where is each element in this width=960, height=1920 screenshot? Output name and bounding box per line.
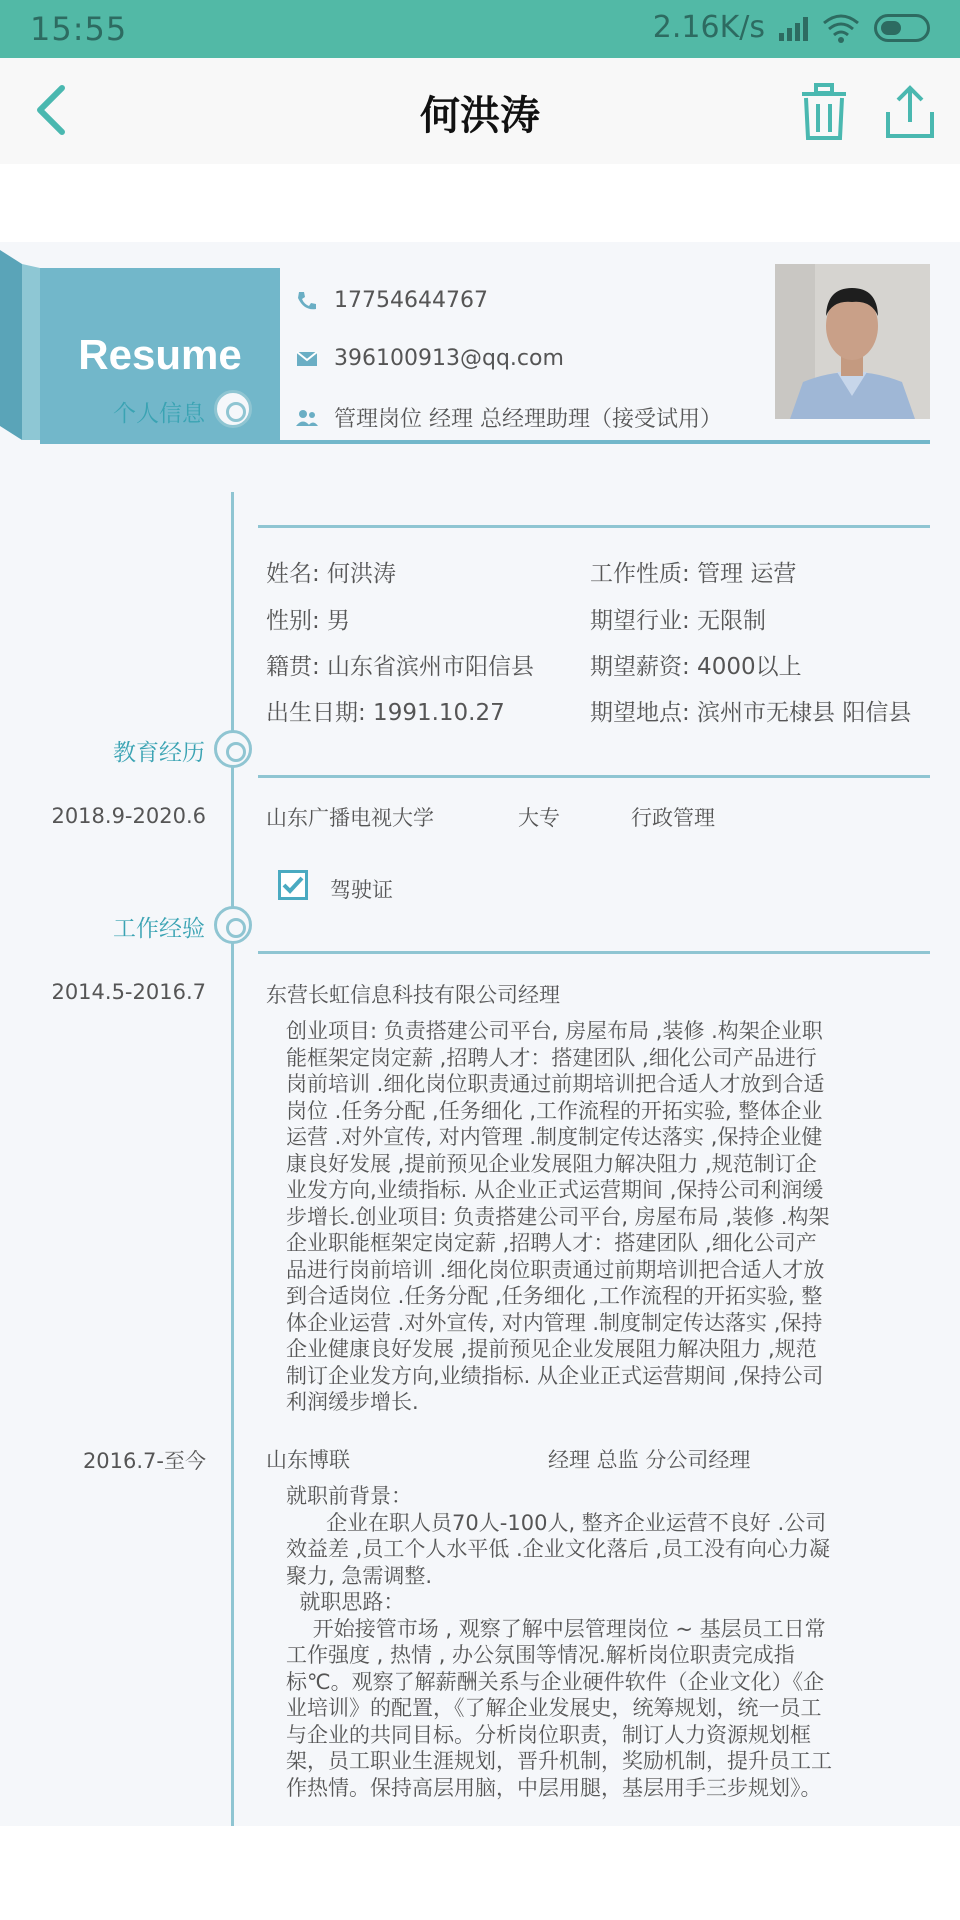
- timeline-node-icon: [214, 906, 252, 944]
- check-icon: [281, 873, 305, 897]
- personal-industry: 期望行业: 无限制: [590, 608, 767, 634]
- phone-row: [294, 288, 488, 313]
- personal-job-type: 工作性质: 管理 运营: [590, 561, 797, 587]
- work-description: 创业项目: 负责搭建公司平台, 房屋布局 ,装修 .构架企业职 能框架定岗定薪 ,招聘人才：搭建团队 ,细化公司产品进行 岗前培训 .细化岗位职责通过前期培训把合适人才放到合适 岗位 .任务分配 ,任务细化 ,工作流程的开拓实验, 整体企业 运营 .对外宣传, 对内管理 .制度制定传达落实 ,保持企业健 康良好发展 ,提前预见企业发展阻力解决阻力 ,规范制订企 业发方向,业绩指标. 从企业正式运营期间 ,保持公司利润缓 步增长.创业项目: 负责搭建公司平台, 房屋布局 ,装修 .构架 企业职能框架定岗定薪 ,招聘人才：搭建团队 ,细化公司产 品进行岗前培训 .细化岗位职责通过前期培训把合适人才放 到合适岗位 .任务分配 ,任务细化 ,工作流程的开拓实验, 整 体企业运营 .对外宣传, 对内管理 .制度制定传达落实 ,保持 企业健康良好发展 ,提前预见企业发展阻力解决阻力 ,规范 制订企业发方向,业绩指标. 从企业正式运营期间 ,保持公司 利润缓步增长.: [286, 1019, 830, 1414]
- status-indicators: [653, 10, 930, 45]
- work-title: 经理 总监 分公司经理: [548, 1448, 751, 1472]
- personal-name: 姓名: 何洪涛: [266, 561, 397, 587]
- timeline-node-icon: [214, 730, 252, 768]
- education-date: 2018.9-2020.6: [51, 804, 206, 828]
- profile-photo: [775, 264, 930, 419]
- header-divider: [40, 440, 930, 444]
- desired-positions: 管理岗位 经理 总经理助理（接受试用）: [334, 407, 722, 432]
- license-label: 驾驶证: [330, 878, 393, 902]
- personal-gender: 性别: 男: [266, 608, 351, 634]
- phone-icon: [294, 290, 320, 312]
- work-description: 就职前背景： 企业在职人员70人-100人, 整齐企业运营不良好 .公司 效益差 ,员工个人水平低 .企业文化落后 ,员工没有向心力凝 聚力, 急需调整. 就职思路： 开始接管市场 , 观察了解中层管理岗位 ~ 基层员工日常 工作强度 , 热情 , 办公氛围等情况.解析岗位职责完成指 标℃。观察了解薪酬关系与企业硬件软件（企业文化）《企 业培训》的配置，《了解企业发展史，统筹规划，统一员工 与企业的共同目标。分析岗位职责，制订人力资源规划框 架，员工职业生涯规划，晋升机制，奖励机制，提升员工工 作热情。保持高层用脑，中层用腿，基层用手三步规划》。: [286, 1484, 832, 1800]
- bottom-blank: [0, 1826, 960, 1920]
- education-school: 山东广播电视大学: [266, 806, 434, 830]
- personal-salary: 期望薪资: 4000以上: [590, 654, 802, 680]
- section-title-work: 工作经验: [113, 916, 205, 942]
- share-icon[interactable]: [882, 82, 938, 142]
- personal-location: 期望地点: 滨州市无棣县 阳信县: [590, 700, 912, 726]
- section-title-personal: 个人信息: [113, 401, 205, 427]
- license-checkbox[interactable]: [278, 870, 308, 900]
- section-rule-work: [258, 951, 930, 954]
- email-row: [294, 346, 564, 371]
- nav-bar: [0, 58, 960, 164]
- trash-icon[interactable]: [796, 82, 852, 142]
- signal-icon: [779, 15, 808, 41]
- battery-icon: [874, 14, 930, 42]
- section-rule-personal: [258, 525, 930, 528]
- mail-icon: [294, 348, 320, 370]
- timeline-node-icon: [214, 390, 252, 428]
- phone-number[interactable]: 17754644767: [334, 288, 488, 313]
- personal-hometown: 籍贯: 山东省滨州市阳信县: [266, 654, 535, 680]
- education-degree: 大专: [518, 806, 560, 830]
- status-time: 15:55: [30, 10, 128, 48]
- status-bar: [0, 0, 960, 58]
- section-rule-education: [258, 775, 930, 778]
- work-company: 东营长虹信息科技有限公司经理: [266, 983, 560, 1007]
- education-major: 行政管理: [631, 806, 715, 830]
- email-address[interactable]: 396100913@qq.com: [334, 346, 564, 371]
- personal-birth: 出生日期: 1991.10.27: [266, 700, 505, 726]
- wifi-icon: [822, 13, 860, 43]
- section-title-education: 教育经历: [113, 740, 205, 766]
- people-icon: [294, 407, 320, 429]
- network-speed: 2.16K/s: [652, 10, 765, 45]
- page-title: 何洪涛: [420, 93, 540, 139]
- positions-row: [294, 402, 722, 433]
- work-company: 山东博联: [266, 1448, 350, 1472]
- work-date: 2016.7-至今: [82, 1449, 206, 1473]
- timeline-line: [231, 492, 234, 1826]
- resume-label: Resume: [40, 268, 280, 442]
- resume-document: [0, 242, 960, 1826]
- work-date: 2014.5-2016.7: [51, 980, 206, 1004]
